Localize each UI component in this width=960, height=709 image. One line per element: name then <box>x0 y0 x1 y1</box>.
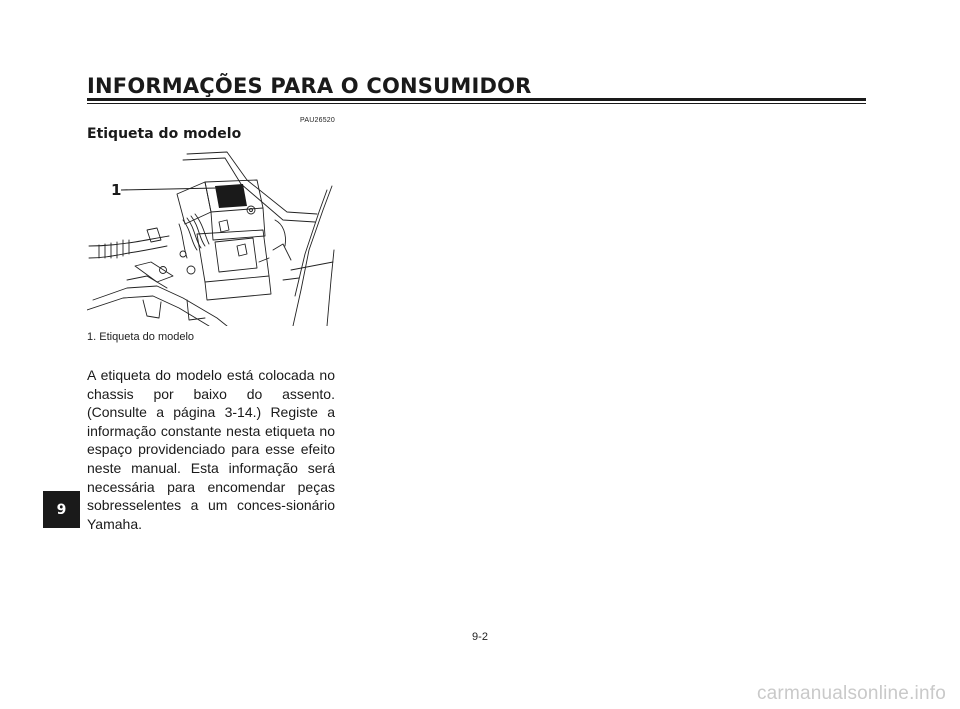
motorcycle-frame-drawing <box>87 150 335 326</box>
watermark: carmanualsonline.info <box>756 683 946 704</box>
body-paragraph: A etiqueta do modelo está colocada no chassis por baixo do assento. (Consulte a página 3-14.) Registe a informação constante nesta etiqueta no espaço providenciado para esse efeito neste manual. Esta informação será necessária para encomendar peças sobresselentes a um conces-sionário Yamaha. <box>87 367 335 532</box>
header-rule-thin <box>87 103 866 104</box>
callout-number: 1 <box>111 181 122 199</box>
section-title: Etiqueta do modelo <box>87 126 242 142</box>
chapter-tab <box>43 491 80 528</box>
header-rule <box>87 98 866 101</box>
model-label-illustration <box>87 150 335 326</box>
page-number: 9-2 <box>472 631 488 643</box>
chapter-tab-number: 9 <box>56 501 67 518</box>
reference-code: PAU26520 <box>300 117 335 124</box>
figure-caption: 1. Etiqueta do modelo <box>87 331 195 343</box>
chapter-title: INFORMAÇÕES PARA O CONSUMIDOR <box>87 74 532 98</box>
model-label-highlight <box>215 184 247 208</box>
